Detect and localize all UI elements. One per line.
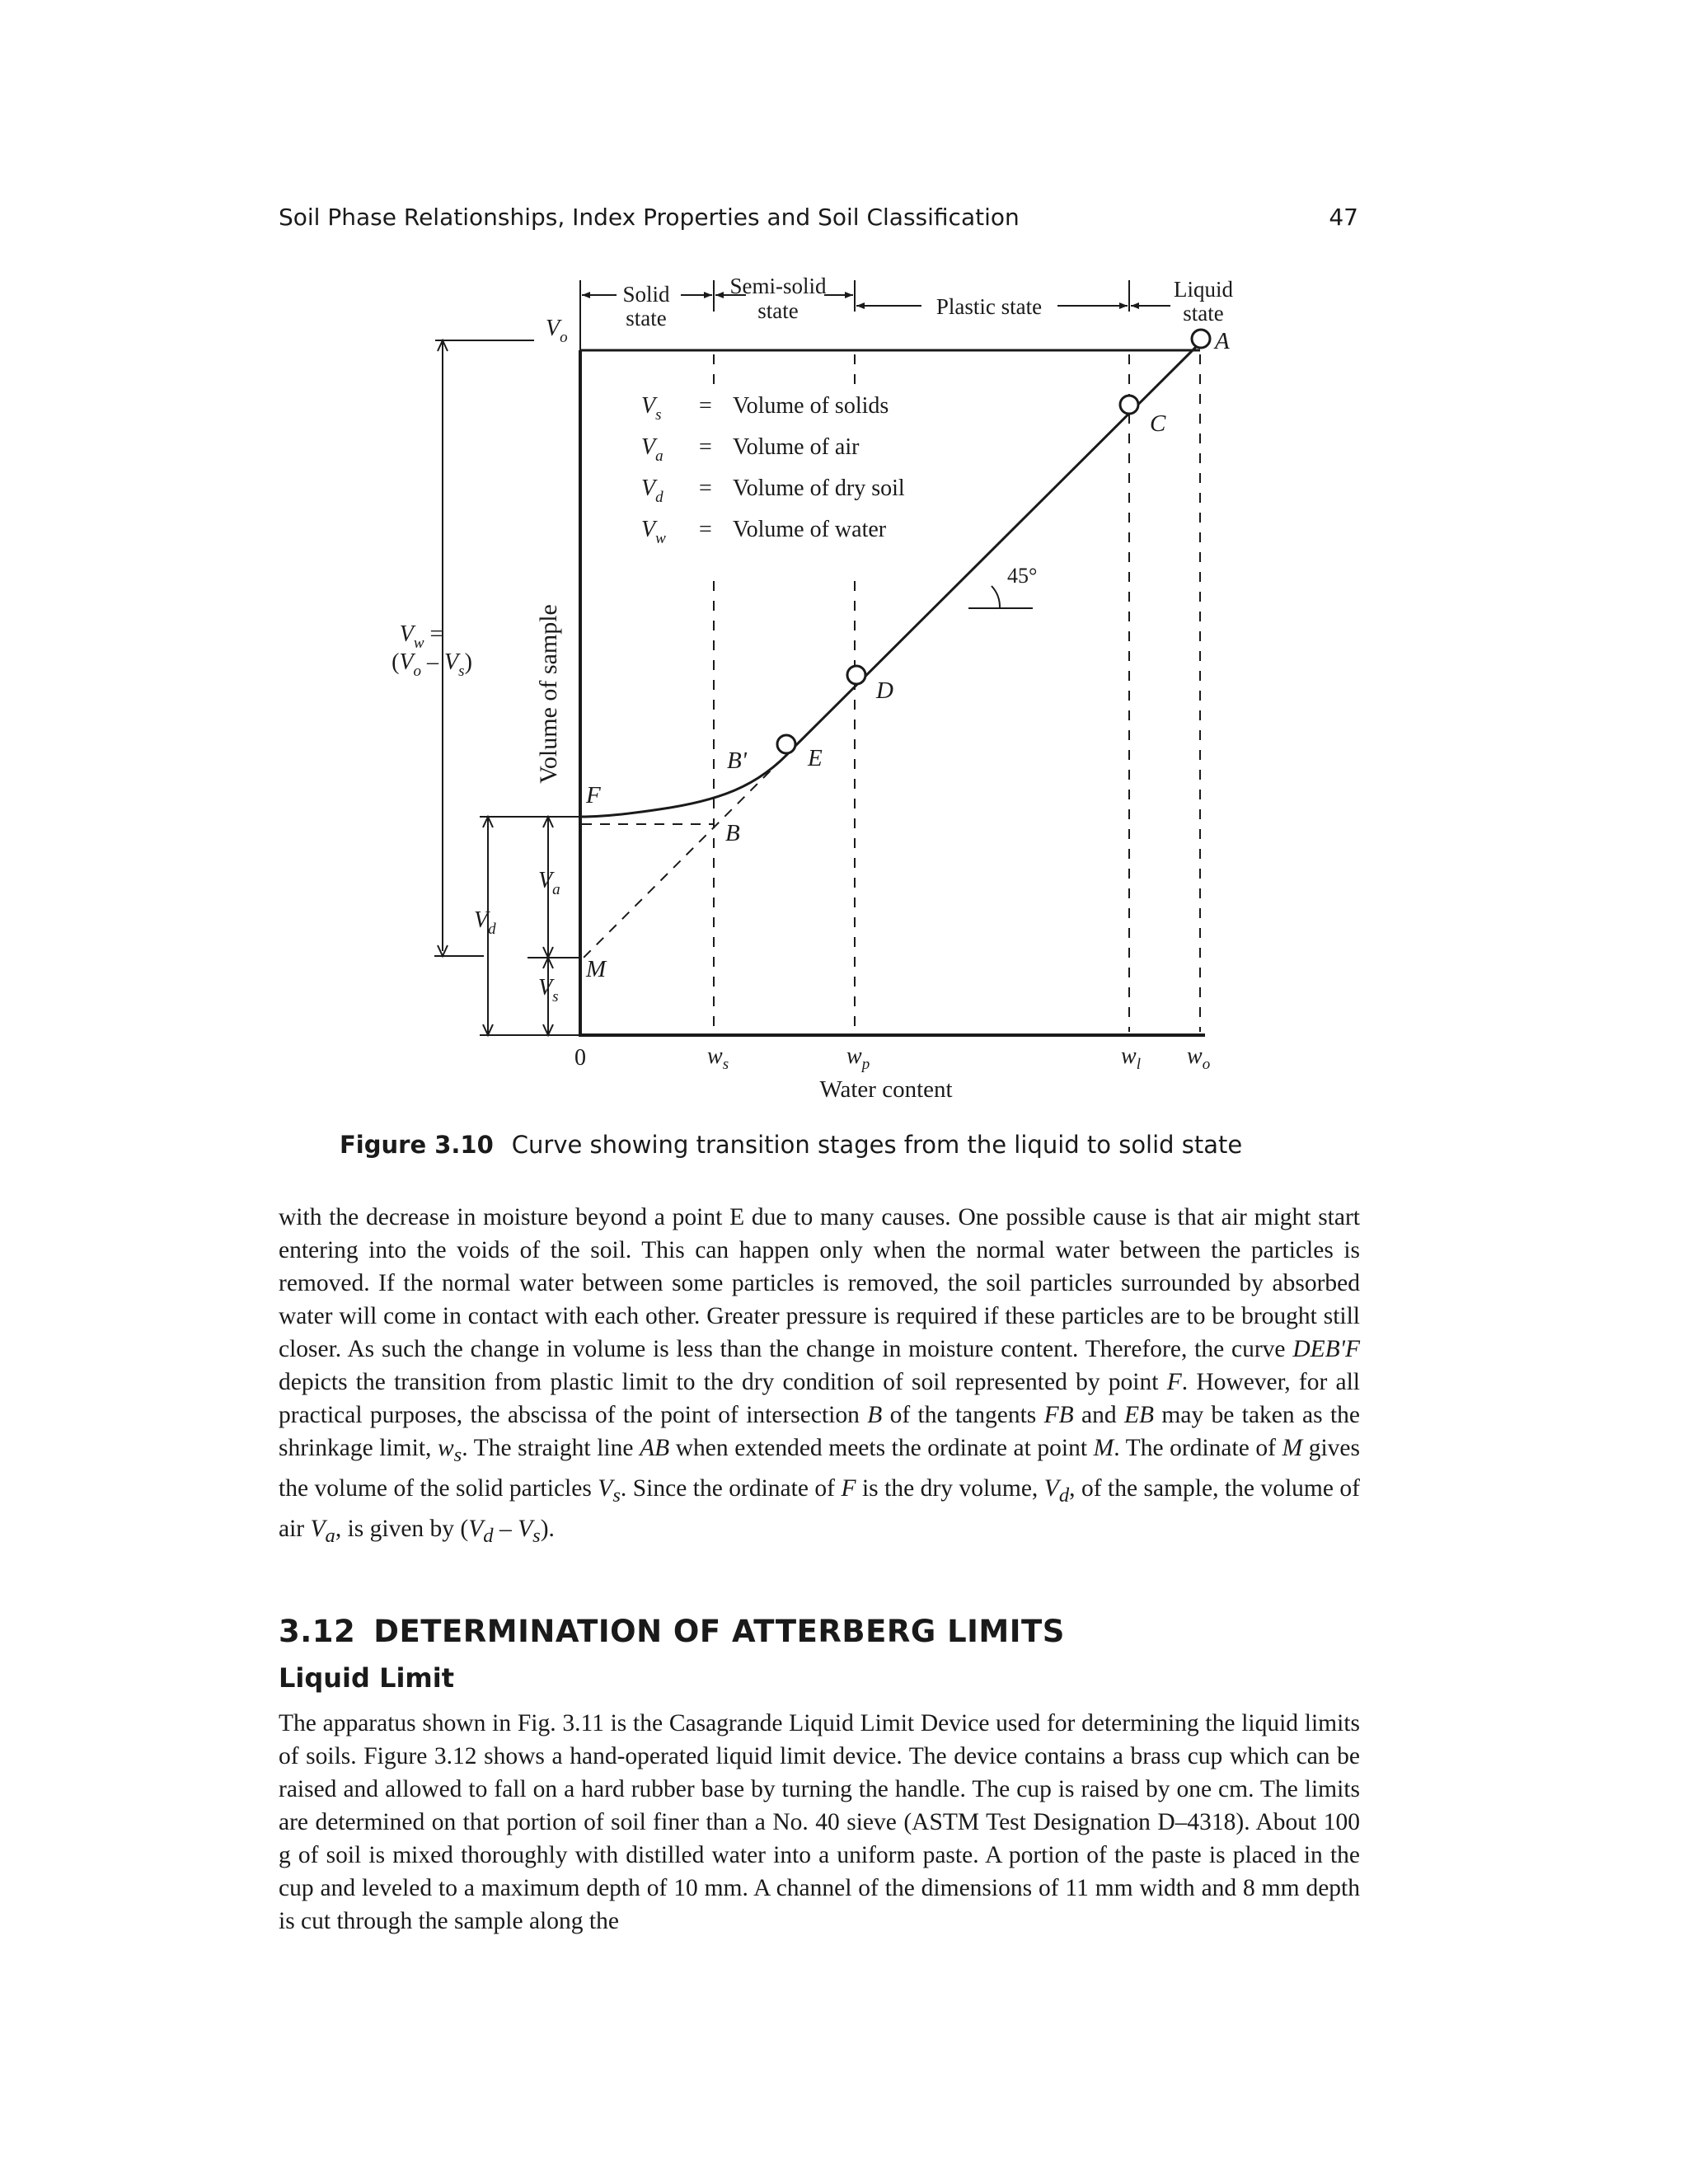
point-label-b: B — [725, 820, 740, 846]
point-label-d: D — [876, 677, 893, 704]
body-paragraph-2: The apparatus shown in Fig. 3.11 is the Casagrande Liquid Limit Device used for determining the liquid limits of soils. Figure 3.12 shows a hand-operated liquid limit device. The device contains a brass cup which can be raised and allowed to fall on a hard rubber base by turning the handle. The cup is raised by one cm. The limits are determined on that portion of soil finer than a No. 40 sieve (ASTM Test Designation D–4318). About 100 g of soil is mixed thoroughly with distilled water into a uniform paste. A portion of the paste is placed in the cup and leveled to a maximum depth of 10 mm. A channel of the dimensions of 11 mm width and 8 mm depth is cut through the sample along the — [279, 1710, 1360, 1934]
body-paragraph-1: with the decrease in moisture beyond a point E due to many causes. One possible cause is that air might start entering into the voids of the soil. This can happen only when the normal water between the particles is removed. If the normal water between some particles is removed, the soil particles surrounded by absorbed water will come in contact with each other. Greater pressure is required if these particles are to be brought still closer. As such the change in volume is less than the change in moisture content. Therefore, the curve DEB'F depicts the transition from plastic limit to the dry condition of soil represented by point F. However, for all practical purposes, the abscissa of the point of intersection B of the tangents FB and EB may be taken as the shrinkage limit, $w_s$. The straight line AB when extended meets the ordinate at point M. The ordinate of M gives the volume of the solid particles $V_s$. Since the ordinate of F is the dry volume, $V_d$, of the sample, the volume of air $V_a$, is given by $(V_d - V_s)$. — [279, 1204, 1361, 1547]
angle-indicator — [968, 586, 1033, 608]
legend-symbol: $V_a$ — [641, 434, 663, 465]
vo-label: $V_o$ — [546, 316, 568, 346]
x-axis-label: Water content — [819, 1076, 953, 1103]
semisolid-state-label-line2: state — [757, 298, 799, 323]
point-label-a: A — [1215, 328, 1230, 354]
running-head-title: Soil Phase Relationships, Index Properties and Soil Classification — [279, 204, 1020, 231]
legend-equals: = — [699, 517, 712, 542]
y-axis-label: Volume of sample — [535, 604, 562, 784]
x-tick-wo: $w_o$ — [1187, 1043, 1211, 1073]
subsection-heading: Liquid Limit — [279, 1662, 455, 1694]
liquid-state-label-line1: Liquid — [1174, 277, 1233, 302]
va-label: $V_a$ — [538, 868, 560, 898]
plastic-state-label: Plastic state — [935, 294, 1043, 319]
legend-equals: = — [699, 393, 712, 419]
vw-label-line2: $(V_o - V_s)$ — [392, 649, 472, 680]
figure-caption-label: Figure 3.10 — [340, 1131, 494, 1159]
point-label-b-prime: B' — [727, 748, 747, 774]
transition-curve — [580, 338, 1205, 817]
point-label-m: M — [586, 956, 607, 982]
x-tick-wl: $w_l$ — [1121, 1043, 1141, 1073]
solid-state-label-line1: Solid — [622, 282, 670, 307]
symbol-legend — [641, 393, 905, 547]
angle-label: 45° — [1007, 564, 1038, 588]
legend-equals: = — [699, 434, 712, 460]
point-label-f: F — [586, 782, 601, 808]
liquid-state-label-line2: state — [1183, 301, 1224, 326]
figure-caption-text: Curve showing transition stages from the liquid to solid state — [511, 1131, 1243, 1159]
tangent-lines — [582, 758, 783, 959]
origin-label: 0 — [574, 1045, 586, 1071]
legend-symbol: $V_w$ — [641, 517, 666, 547]
figure-caption — [340, 1131, 1242, 1159]
point-label-e: E — [808, 745, 823, 771]
legend-equals: = — [699, 476, 712, 501]
state-arrows — [582, 295, 1170, 306]
legend-text: Volume of air — [733, 434, 860, 460]
vw-label-line1: $V_w$ = — [399, 621, 443, 652]
vd-label: $V_d$ — [474, 907, 496, 938]
semisolid-state-label-line1: Semi-solid — [729, 274, 827, 298]
solid-state-label-line2: state — [626, 306, 667, 330]
legend-text: Volume of water — [733, 517, 887, 542]
page-number: 47 — [1329, 204, 1358, 231]
legend-symbol: $V_s$ — [641, 393, 662, 424]
legend-symbol: $V_d$ — [641, 476, 663, 506]
x-tick-ws: $w_s$ — [707, 1043, 729, 1073]
legend-text: Volume of solids — [733, 393, 889, 419]
point-label-c: C — [1150, 410, 1166, 437]
section-number: 3.12 — [279, 1614, 356, 1649]
section-title: DETERMINATION OF ATTERBERG LIMITS — [373, 1614, 1065, 1649]
legend-text: Volume of dry soil — [733, 476, 905, 501]
section-heading — [279, 1614, 1065, 1649]
x-tick-wp: $w_p$ — [846, 1043, 870, 1073]
vs-label: $V_s$ — [538, 975, 559, 1005]
